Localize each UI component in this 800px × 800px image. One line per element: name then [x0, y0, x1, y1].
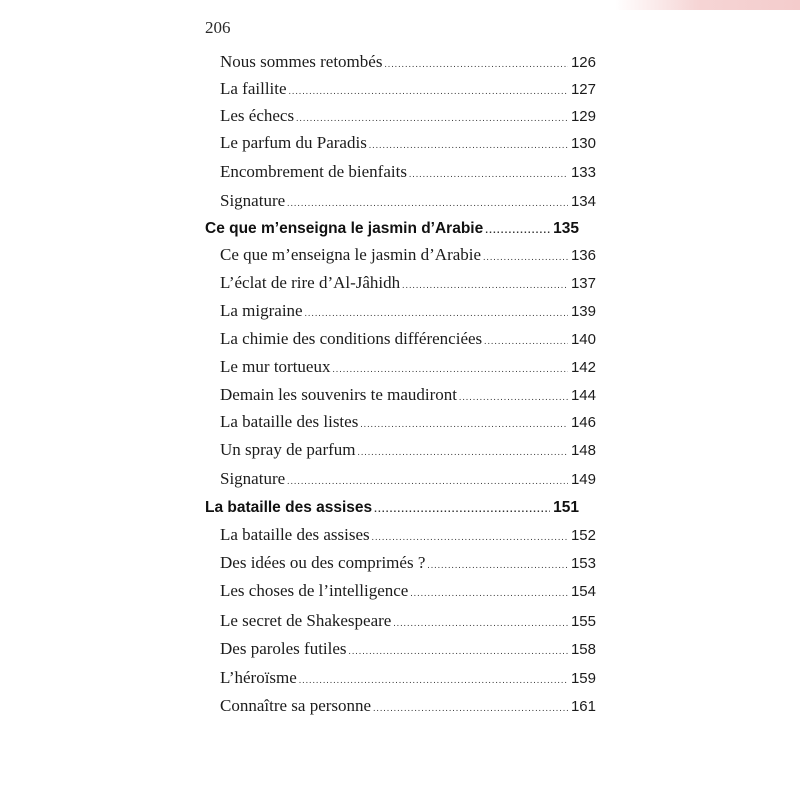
toc-entry-title: La bataille des listes	[220, 412, 359, 431]
toc-entry-title: Encombrement de bienfaits	[220, 162, 407, 181]
dot-leader	[459, 386, 568, 408]
toc-entry-title: L’héroïsme	[220, 668, 297, 687]
toc-entry	[220, 439, 596, 461]
toc-entry-page-number: 142	[570, 359, 596, 376]
dot-leader	[402, 274, 568, 296]
dot-leader	[296, 107, 568, 129]
toc-entry	[220, 272, 596, 294]
toc-entry	[220, 695, 596, 717]
dot-leader	[427, 554, 568, 576]
toc-entry-title: Connaître sa personne	[220, 696, 372, 715]
dot-leader	[384, 53, 568, 75]
dot-leader	[299, 669, 568, 691]
toc-entry-title: La bataille des assises	[205, 499, 373, 516]
toc-entry-title: La bataille des assises	[220, 525, 370, 544]
toc-entry-page-number: 148	[570, 442, 596, 459]
dot-leader	[485, 220, 550, 242]
dot-leader	[369, 134, 568, 156]
toc-entry-page-number: 126	[570, 54, 596, 71]
toc-entry	[220, 132, 596, 154]
dot-leader	[332, 358, 568, 380]
toc-entry	[220, 356, 596, 378]
dot-leader	[484, 330, 568, 352]
toc-entry-title: Nous sommes retombés	[220, 52, 383, 71]
toc-entry-title: Demain les souvenirs te maudiront	[220, 385, 458, 404]
toc-entry-page-number: 136	[570, 247, 596, 264]
toc-entry-title: Signature	[220, 469, 286, 488]
toc-entry-title: La migraine	[220, 301, 303, 320]
toc-entry	[220, 244, 596, 266]
toc-section-entry	[205, 497, 579, 519]
dot-leader	[372, 526, 568, 548]
toc-entry-page-number: 133	[570, 164, 596, 181]
toc-entry-page-number: 137	[570, 275, 596, 292]
toc-entry-page-number: 153	[570, 555, 596, 572]
toc-entry	[220, 105, 596, 127]
toc-entry	[220, 411, 596, 433]
toc-entry-title: Les échecs	[220, 106, 295, 125]
toc-entry-page-number: 152	[570, 527, 596, 544]
page-number: 206	[205, 18, 231, 37]
toc-entry	[220, 610, 596, 632]
toc-entry	[220, 468, 596, 490]
toc-entry-page-number: 129	[570, 108, 596, 125]
dot-leader	[410, 582, 568, 604]
toc-entry-title: Le secret de Shakespeare	[220, 611, 392, 630]
toc-entry	[220, 524, 596, 546]
dot-leader	[289, 80, 568, 102]
toc-entry-page-number: 158	[570, 641, 596, 658]
toc-entry	[220, 552, 596, 574]
toc-entry-page-number: 146	[570, 414, 596, 431]
toc-entry-page-number: 161	[570, 698, 596, 715]
toc-entry-title: Des idées ou des comprimés ?	[220, 553, 426, 572]
toc-entry-title: Signature	[220, 191, 286, 210]
toc-entry-page-number: 139	[570, 303, 596, 320]
dot-leader	[349, 640, 568, 662]
dot-leader	[358, 441, 568, 463]
dot-leader	[305, 302, 568, 324]
dot-leader	[483, 246, 568, 268]
toc-entry	[220, 580, 596, 602]
toc-entry-page-number: 140	[570, 331, 596, 348]
toc-entry	[220, 190, 596, 212]
dot-leader	[360, 413, 568, 435]
dot-leader	[374, 499, 550, 521]
toc-entry-page-number: 135	[553, 220, 579, 237]
toc-entry-title: La chimie des conditions différenciées	[220, 329, 483, 348]
toc-entry-title: Un spray de parfum	[220, 440, 356, 459]
dot-leader	[393, 612, 568, 634]
toc-entry-page-number: 144	[570, 387, 596, 404]
toc-entry-title: Ce que m’enseigna le jasmin d’Arabie	[220, 245, 482, 264]
toc-entry-page-number: 127	[570, 81, 596, 98]
toc-entry-title: Ce que m’enseigna le jasmin d’Arabie	[205, 220, 484, 237]
toc-entry-page-number: 155	[570, 613, 596, 630]
toc-entry	[220, 300, 596, 322]
dot-leader	[373, 697, 568, 719]
toc-entry	[220, 161, 596, 183]
toc-entry-page-number: 134	[570, 193, 596, 210]
toc-entry-page-number: 151	[553, 499, 579, 516]
toc-entry-title: Le parfum du Paradis	[220, 133, 367, 152]
toc-entry-page-number: 159	[570, 670, 596, 687]
dot-leader	[409, 163, 568, 185]
toc-entry	[220, 667, 596, 689]
toc-section-entry	[205, 218, 579, 240]
dot-leader	[287, 192, 568, 214]
toc-entry-title: La faillite	[220, 79, 287, 98]
toc-entry-page-number: 130	[570, 135, 596, 152]
toc-entry-title: Le mur tortueux	[220, 357, 331, 376]
toc-entry-title: Des paroles futiles	[220, 639, 347, 658]
toc-entry-title: L’éclat de rire d’Al-Jâhidh	[220, 273, 401, 292]
toc-entry	[220, 384, 596, 406]
toc-entry	[220, 638, 596, 660]
toc-entry	[220, 51, 596, 73]
toc-entry-page-number: 154	[570, 583, 596, 600]
dot-leader	[287, 470, 568, 492]
toc-entry-title: Les choses de l’intelligence	[220, 581, 409, 600]
toc-entry-page-number: 149	[570, 471, 596, 488]
toc-entry	[220, 328, 596, 350]
toc-entry	[220, 78, 596, 100]
